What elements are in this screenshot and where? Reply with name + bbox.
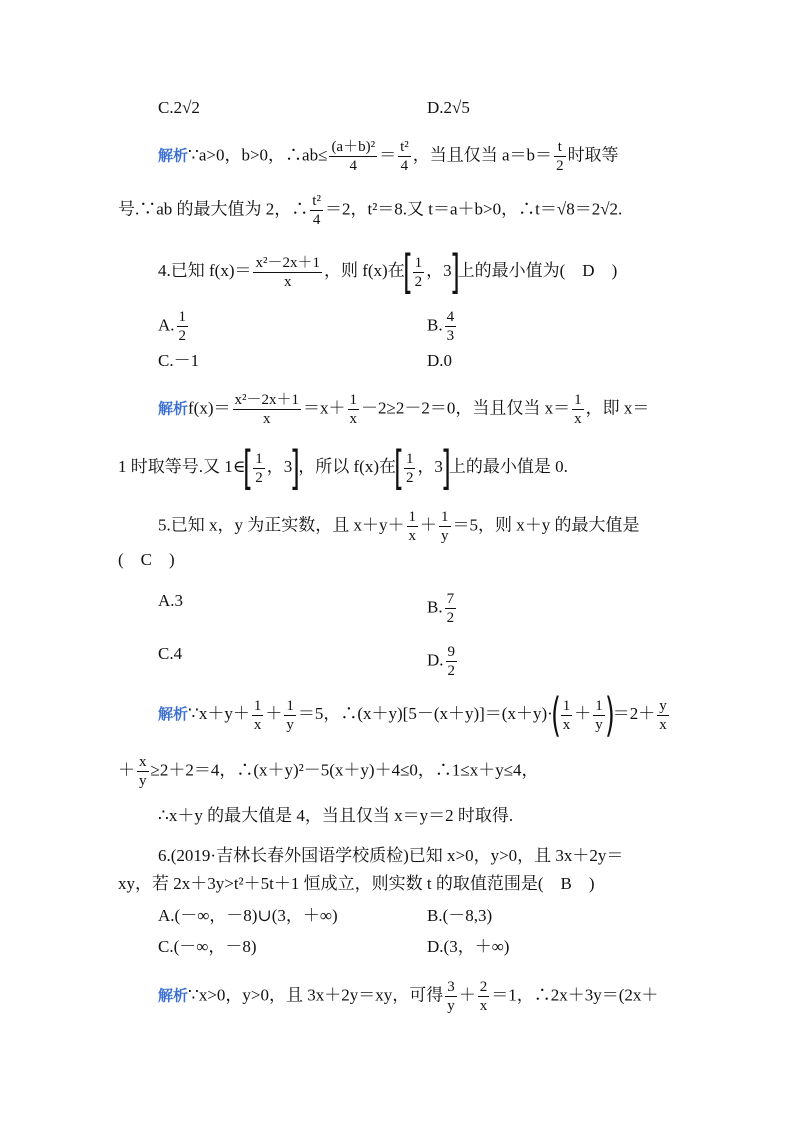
q6-stem-line-1: 6.(2019·吉林长春外国语学校质检)已知 x>0，y>0，且 3x＋2y＝	[158, 846, 624, 865]
fraction: $\frac{t}{2}$	[556, 139, 564, 174]
fraction: $\frac{y}{x}$	[659, 697, 667, 733]
q6-solution-line-1: 解析∵x>0，y>0，且 3x＋2y＝xy，可得 $\frac{3}{y}$ ＋ $\frac{2}{x}$ ＝1，∴2x＋3y＝(2x＋	[158, 979, 659, 1014]
fraction: $\frac{3}{y}$	[447, 979, 455, 1014]
q5-stem: 5.已知 x，y 为正实数，且 x＋y＋ $\frac{1}{x}$ ＋ $\frac{1}{y}$ ＝5，则 x＋y 的最大值是	[158, 509, 640, 544]
q6-option-a: A.(－∞，－8)∪(3，＋∞)	[158, 906, 338, 925]
fraction: $\frac{1}{2}$	[255, 450, 263, 486]
fraction: $\frac{1}{x}$	[408, 509, 416, 544]
q6-option-b: B.(－8,3)	[427, 906, 493, 925]
q3-solution-line-2: 号.∵ab 的最大值为 2，∴ $\frac{\text{t²}}{4}$ ＝2，t²＝8.又 t＝a＋b>0，∴t＝√8＝2√2.	[118, 193, 623, 228]
q3-option-d: D.2√5	[427, 98, 470, 117]
fraction: $\frac{\text{x²－2x＋1}}{x}$	[234, 392, 299, 427]
q4-solution-line-1: 解析f(x)＝ $\frac{\text{x²－2x＋1}}{x}$ ＝x＋ $\frac{1}{x}$ －2≥2－2＝0，当且仅当 x＝ $\frac{1}{x}$ ，即 x＝	[158, 392, 650, 427]
q4-option-d: D.0	[427, 351, 453, 370]
fraction: $\frac{2}{x}$	[479, 979, 488, 1014]
solution-label: 解析	[158, 146, 189, 165]
solution-label: 解析	[158, 399, 189, 418]
fraction: $\frac{\text{x²－2x＋1}}{x}$	[255, 254, 320, 290]
q4-option-b: B. $\frac{4}{3}$	[427, 309, 455, 344]
q5-option-b: B. $\frac{7}{2}$	[427, 591, 455, 626]
q4-solution-line-2: 1 时取等号.又 1∈[ $\frac{1}{2}$ ，3]，所以 f(x)在[ $\frac{1}{2}$ ，3]上的最小值是 0.	[118, 441, 568, 495]
fraction: $\frac{9}{2}$	[447, 644, 456, 679]
q4-stem: 4.已知 f(x)＝ $\frac{\text{x²－2x＋1}}{x}$ ，则 f(x)在[ $\frac{1}{2}$ ，3]上的最小值为( D )	[158, 245, 618, 299]
fraction: $\frac{x}{y}$	[139, 754, 147, 789]
fraction: $\frac{1}{2}$	[405, 450, 414, 486]
q6-option-c: C.(－∞，－8)	[158, 937, 257, 956]
right-bracket: ]	[449, 245, 460, 299]
fraction: $\frac{1}{x}$	[574, 392, 582, 427]
q5-answer: ( C )	[118, 550, 175, 569]
fraction: $\frac{1}{y}$	[441, 509, 449, 544]
left-bracket: [	[394, 441, 404, 495]
fraction: $\frac{1}{2}$	[178, 309, 187, 344]
solution-label: 解析	[158, 986, 189, 1005]
solution-label: 解析	[158, 704, 189, 723]
fraction: $\frac{\text{(a＋b)²}}{4}$	[331, 139, 376, 174]
q4-option-c: C.－1	[158, 351, 200, 370]
q5-solution-line-3: ∴x＋y 的最大值是 4，当且仅当 x＝y＝2 时取得.	[158, 806, 514, 825]
fraction: $\frac{1}{x}$	[562, 697, 571, 733]
q6-option-d: D.(3，＋∞)	[427, 937, 510, 956]
fraction: $\frac{1}{2}$	[414, 254, 423, 290]
q5-solution-line-1: 解析∵x＋y＋ $\frac{1}{x}$ ＋ $\frac{1}{y}$ ＝5，∴(x＋y)[5－(x＋y)]＝(x＋y)·( $\frac{1}{x}$ ＋ $\frac{1}{y}$ )＝2＋ $\frac{y}{x}$	[158, 688, 667, 742]
q5-option-a: A.3	[158, 591, 184, 610]
right-bracket: ]	[290, 441, 301, 495]
fraction: $\frac{4}{3}$	[446, 309, 455, 344]
fraction: $\frac{1}{y}$	[595, 697, 603, 733]
fraction: $\frac{\text{t²}}{4}$	[312, 193, 321, 228]
right-paren: )	[604, 688, 615, 742]
left-paren: (	[550, 688, 561, 742]
q3-option-c: C.2√2	[158, 98, 200, 117]
q3-solution-line-1: 解析∵a>0，b>0，∴ab≤ $\frac{\text{(a＋b)²}}{4}$ ＝ $\frac{\text{t²}}{4}$ ，当且仅当 a＝b＝ $\frac{t}{2}$ 时取等	[158, 139, 619, 174]
fraction: $\frac{1}{x}$	[253, 697, 262, 733]
fraction: $\frac{7}{2}$	[446, 591, 455, 626]
q5-option-d: D. $\frac{9}{2}$	[427, 644, 456, 679]
q4-option-a: A. $\frac{1}{2}$	[158, 309, 187, 344]
fraction: $\frac{\text{t²}}{4}$	[400, 139, 409, 174]
left-bracket: [	[243, 441, 254, 495]
q6-stem-line-2: xy，若 2x＋3y>t²＋5t＋1 恒成立，则实数 t 的取值范围是( B )	[118, 874, 595, 893]
q5-option-c: C.4	[158, 644, 183, 663]
left-bracket: [	[402, 245, 413, 299]
right-bracket: ]	[440, 441, 451, 495]
fraction: $\frac{1}{y}$	[286, 697, 294, 733]
fraction: $\frac{1}{x}$	[349, 392, 357, 427]
q5-solution-line-2: ＋ $\frac{x}{y}$ ≥2＋2＝4，∴(x＋y)²－5(x＋y)＋4≤0，∴1≤x＋y≤4，	[118, 754, 539, 789]
